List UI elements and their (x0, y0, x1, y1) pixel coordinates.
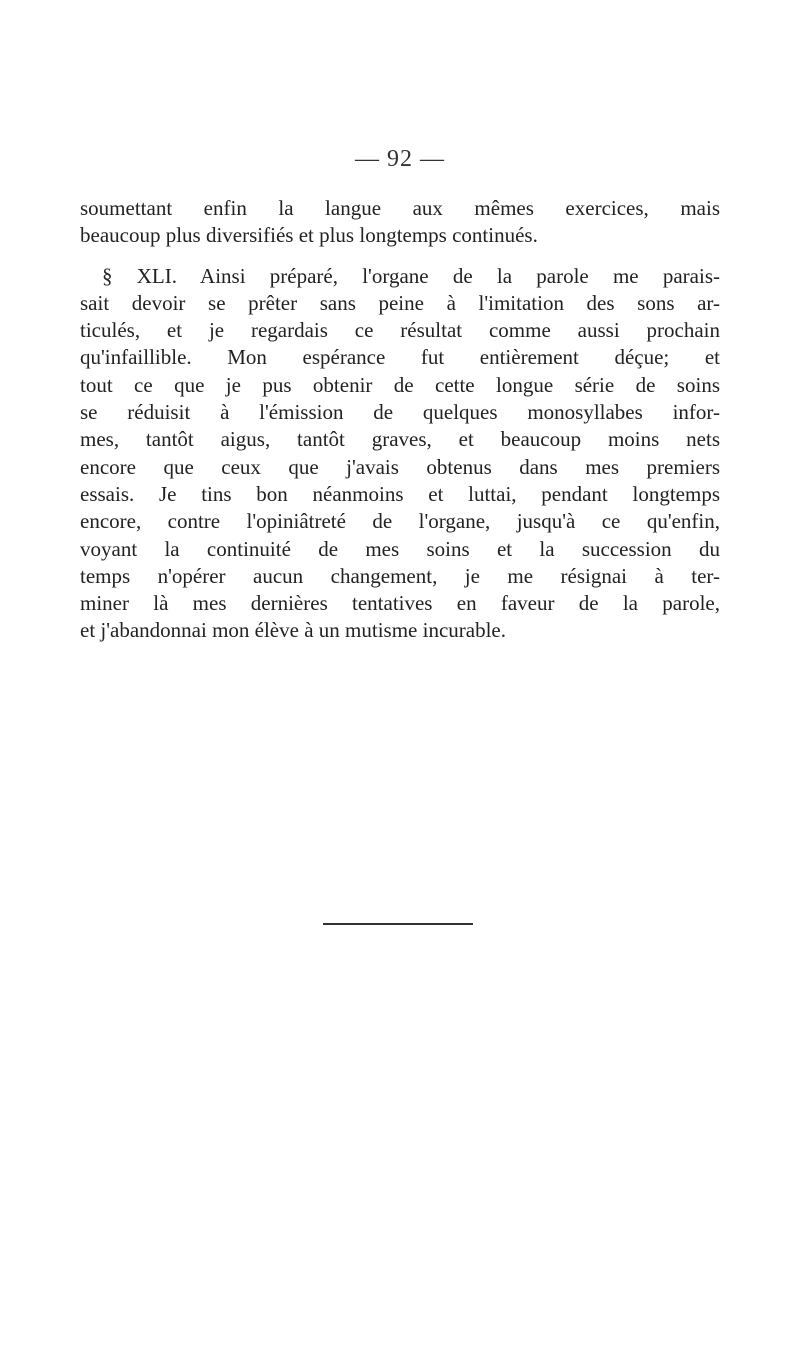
text-line: mes, tantôt aigus, tantôt graves, et beaucoup moins nets (80, 427, 720, 452)
paragraph-1 (80, 195, 720, 250)
text-line: sait devoir se prêter sans peine à l'imitation des sons ar- (80, 290, 720, 315)
body-text (80, 195, 720, 645)
section-end-rule (323, 923, 473, 925)
text-line: qu'infaillible. Mon espérance fut entièrement déçue; et (80, 345, 720, 370)
text-line: § XLI. Ainsi préparé, l'organe de la parole me parais- (102, 263, 720, 288)
text-line: beaucoup plus diversifiés et plus longtemps continués. (80, 223, 538, 248)
text-line: tout ce que je pus obtenir de cette longue série de soins (80, 372, 720, 397)
text-line: essais. Je tins bon néanmoins et luttai, pendant longtemps (80, 481, 720, 506)
paragraph-gap (80, 250, 720, 263)
text-line: soumettant enfin la langue aux mêmes exercices, mais (80, 196, 720, 220)
text-line: encore, contre l'opiniâtreté de l'organe, jusqu'à ce qu'enfin, (80, 509, 720, 534)
text-line: et j'abandonnai mon élève à un mutisme incurable. (80, 618, 506, 643)
text-line: voyant la continuité de mes soins et la succession du (80, 536, 720, 561)
text-line: ticulés, et je regardais ce résultat comme aussi prochain (80, 318, 720, 343)
text-line: se réduisit à l'émission de quelques monosyllabes infor- (80, 400, 720, 425)
paragraph-2 (80, 263, 720, 645)
text-line: encore que ceux que j'avais obtenus dans mes premiers (80, 454, 720, 479)
text-line: miner là mes dernières tentatives en faveur de la parole, (80, 591, 720, 616)
page-number: — 92 — (355, 146, 445, 172)
text-line: temps n'opérer aucun changement, je me résignai à ter- (80, 563, 720, 588)
